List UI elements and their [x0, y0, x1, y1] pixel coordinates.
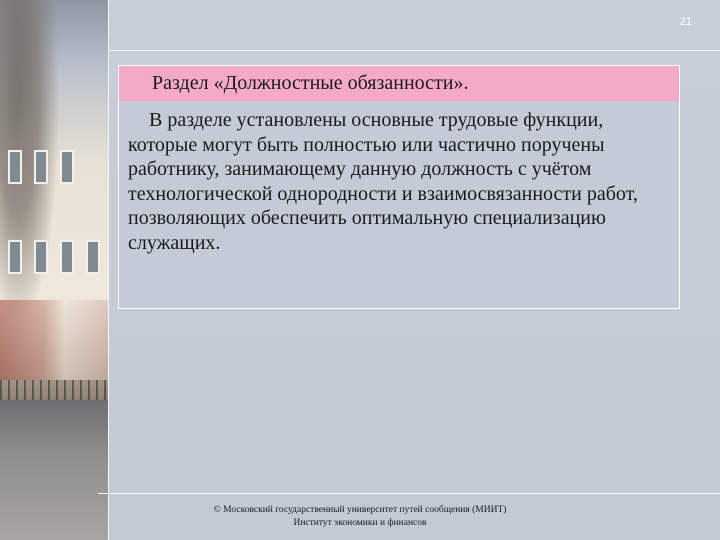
divider-bottom — [98, 493, 720, 494]
footer-copyright: © Московский государственный университет путей сообщения (МИИТ) — [213, 505, 507, 515]
content-textbox — [118, 65, 680, 309]
building-window — [60, 240, 74, 274]
building-window — [8, 240, 22, 274]
fence — [0, 380, 108, 400]
divider-vertical — [108, 0, 109, 540]
building-window — [86, 240, 100, 274]
building-window — [8, 150, 22, 184]
footer-institute: Институт экономики и финансов — [293, 518, 427, 528]
building-window — [34, 240, 48, 274]
divider-top — [108, 50, 720, 51]
building-photo — [0, 0, 108, 540]
footer — [160, 504, 560, 530]
building-facade — [0, 300, 108, 380]
section-body: В разделе установлены основные трудовые функции, которые могут быть полностью или частично поручены работнику, занимающему данную должность с учётом технологической однородности и взаимосвязанности работ, позволяющих обеспечить оптимальную специализацию служащих. — [128, 109, 638, 254]
building-window — [60, 150, 74, 184]
ground — [0, 400, 108, 540]
building-window — [34, 150, 48, 184]
section-title: Раздел «Должностные обязанности». — [119, 66, 679, 101]
page-number: 21 — [679, 16, 692, 28]
